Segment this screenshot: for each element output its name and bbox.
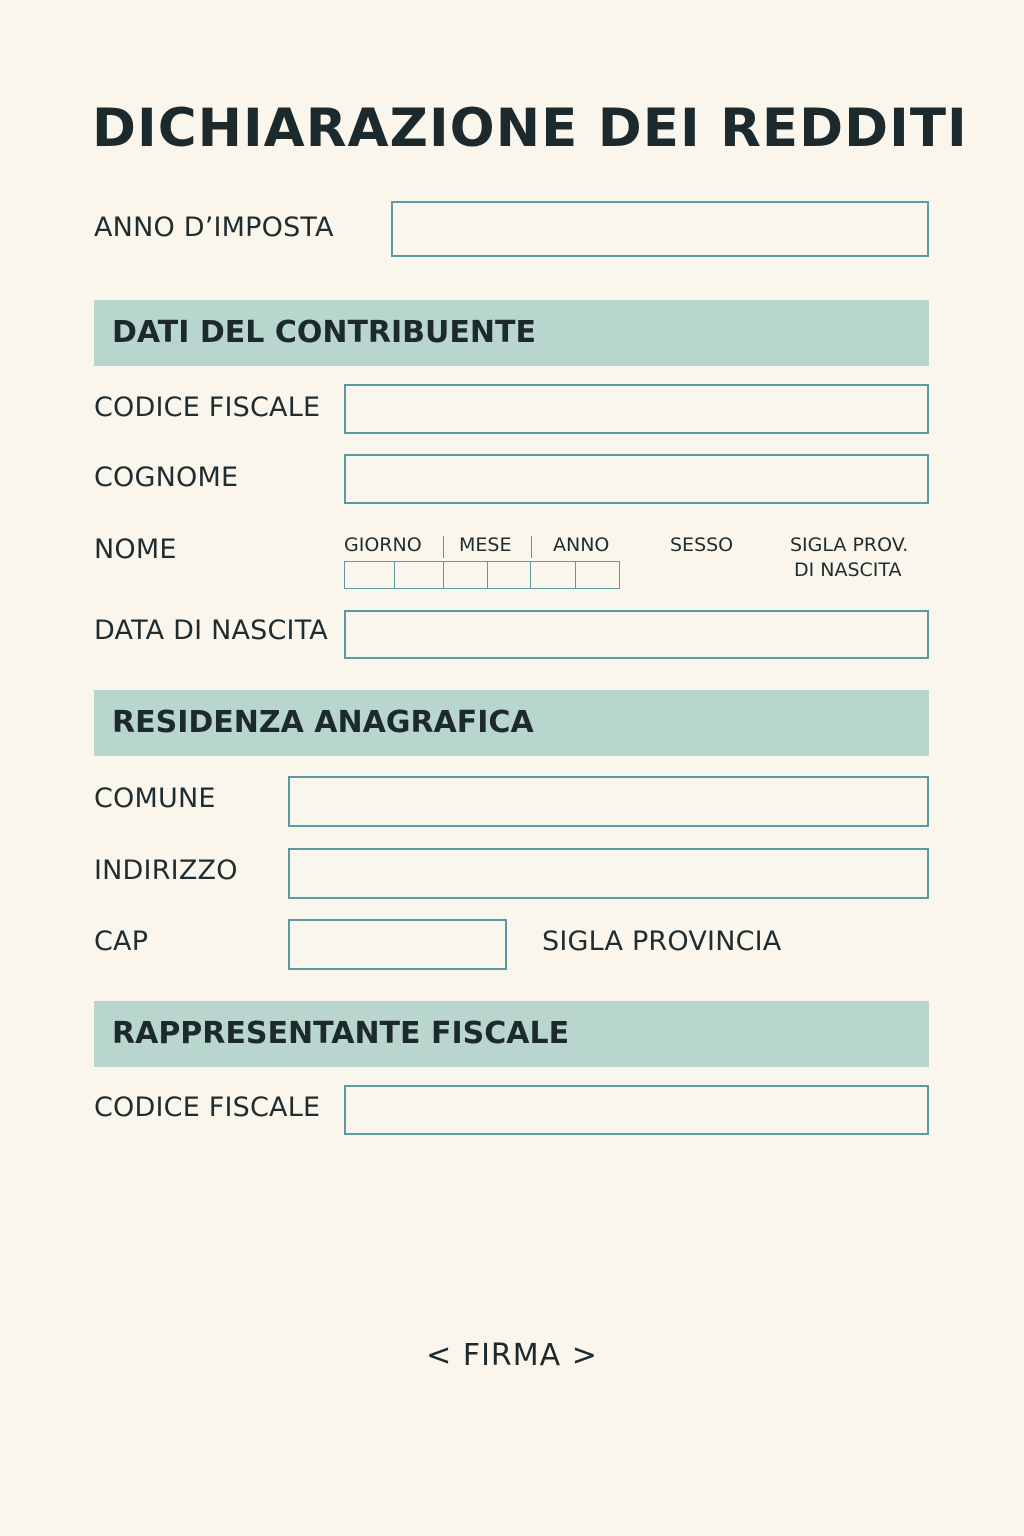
sesso-label: SESSO [670,534,734,556]
rep-codice-fiscale-label: CODICE FISCALE [94,1092,321,1123]
section-residence-title: RESIDENZA ANAGRAFICA [112,705,534,740]
anno-label: ANNO [553,534,610,556]
data-nascita-label: DATA DI NASCITA [94,615,328,646]
section-residence [94,690,929,756]
digit-box[interactable] [345,562,395,588]
digit-box[interactable] [488,562,531,588]
codice-fiscale-label: CODICE FISCALE [94,392,321,423]
digit-box[interactable] [444,562,488,588]
sigla-prov-nascita-label-line2: DI NASCITA [794,559,902,581]
section-representative-title: RAPPRESENTANTE FISCALE [112,1016,570,1051]
mese-label: MESE [459,534,512,556]
anno-boxes[interactable] [530,561,620,589]
sigla-prov-nascita-label-line1: SIGLA PROV. [790,534,909,556]
section-taxpayer-title: DATI DEL CONTRIBUENTE [112,315,536,350]
giorno-boxes[interactable] [344,561,444,589]
signature-label: < FIRMA > [426,1338,598,1373]
mese-boxes[interactable] [443,561,531,589]
indirizzo-input[interactable] [288,848,929,899]
data-nascita-input[interactable] [344,610,929,659]
cognome-label: COGNOME [94,462,239,493]
nome-label: NOME [94,534,177,565]
sigla-provincia-label: SIGLA PROVINCIA [542,926,782,957]
digit-box[interactable] [531,562,576,588]
section-representative [94,1001,929,1067]
tax-year-input[interactable] [391,201,929,257]
codice-fiscale-input[interactable] [344,384,929,434]
header-divider [531,536,532,558]
comune-label: COMUNE [94,783,216,814]
digit-box[interactable] [576,562,620,588]
cap-input[interactable] [288,919,507,970]
cap-label: CAP [94,926,149,957]
section-taxpayer [94,300,929,366]
tax-year-label: ANNO D’IMPOSTA [94,212,334,243]
cognome-input[interactable] [344,454,929,504]
rep-codice-fiscale-input[interactable] [344,1085,929,1135]
comune-input[interactable] [288,776,929,827]
indirizzo-label: INDIRIZZO [94,855,238,886]
page-title: DICHIARAZIONE DEI REDDITI [92,98,968,159]
header-divider [443,536,444,558]
giorno-label: GIORNO [344,534,422,556]
digit-box[interactable] [395,562,444,588]
